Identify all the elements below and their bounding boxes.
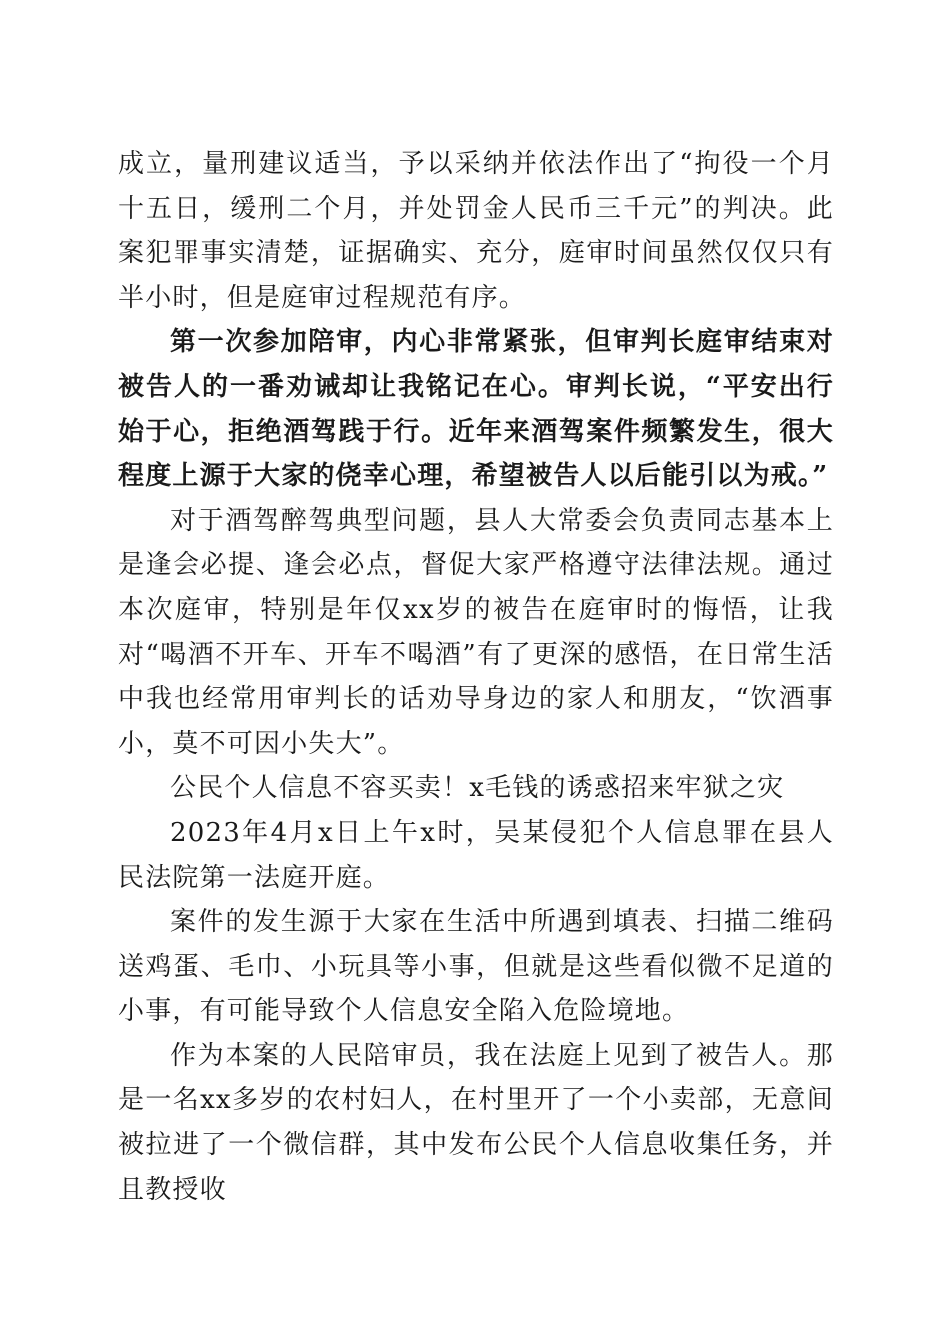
paragraph-case-origin: 案件的发生源于大家在生活中所遇到填表、扫描二维码送鸡蛋、毛巾、小玩具等小事，但就是这些看似微不足道的小事，有可能导致个人信息安全陷入危险境地。 <box>118 907 834 1027</box>
paragraph-verdict-continuation: 成立，量刑建议适当，予以采纳并依法作出了“拘役一个月十五日，缓刑二个月，并处罚金人民币三千元”的判决。此案犯罪事实清楚，证据确实、充分，庭审时间虽然仅仅只有半小时，但是庭审过程规范有序。 <box>118 149 834 313</box>
paragraph-first-jury-experience: 第一次参加陪审，内心非常紧张，但审判长庭审结束对被告人的一番劝诫却让我铭记在心。审判长说，“平安出行始于心，拒绝酒驾践于行。近年来酒驾案件频繁发生，很大程度上源于大家的侥幸心理，希望被告人以后能引以为戒。” <box>118 327 834 492</box>
paragraph-drunk-driving-reflection: 对于酒驾醉驾典型问题，县人大常委会负责同志基本上是逢会必提、逢会必点，督促大家严格遵守法律法规。通过本次庭审，特别是年仅xx岁的被告在庭审时的悔悟，让我对“喝酒不开车、开车不喝酒”有了更深的感悟，在日常生活中我也经常用审判长的话劝导身边的家人和朋友，“饮酒事小，莫不可因小失大”。 <box>118 505 834 759</box>
paragraph-defendant-description: 作为本案的人民陪审员，我在法庭上见到了被告人。那是一名xx多岁的农村妇人，在村里开了一个小卖部，无意间被拉进了一个微信群，其中发布公民个人信息收集任务，并且教授收 <box>118 1040 834 1205</box>
document-page <box>118 142 834 1212</box>
section-heading-personal-info: 公民个人信息不容买卖！x毛钱的诱惑招来牢狱之灾 <box>170 773 785 804</box>
paragraph-trial-date: 2023年4月x日上午x时，吴某侵犯个人信息罪在县人民法院第一法庭开庭。 <box>118 817 834 893</box>
